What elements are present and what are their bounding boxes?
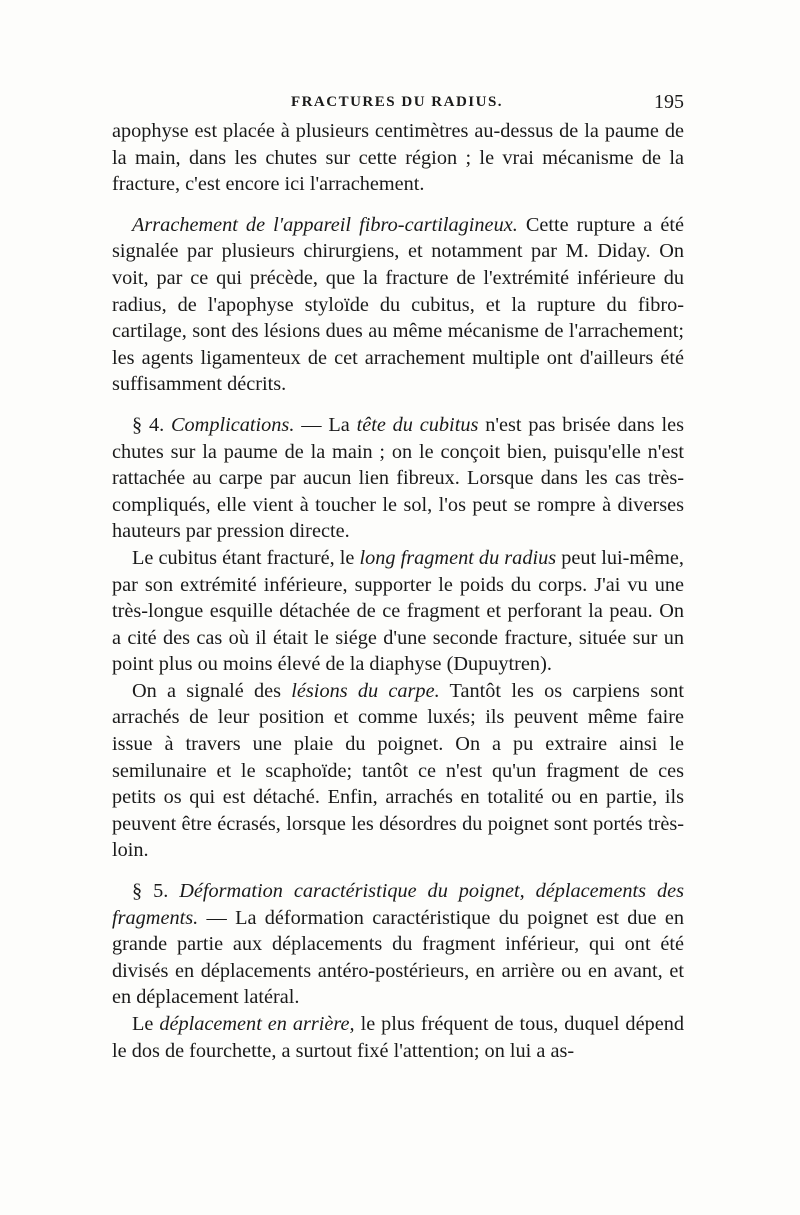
text-run: apophyse est placée à plusieurs centimètres au-dessus de la paume de la main, dans les chutes sur cette région ; le vrai mécanisme de la fracture, c'est encore ici l'arrachement. (112, 120, 684, 196)
running-title: FRACTURES DU RADIUS. (290, 94, 504, 110)
text-run: n'est pas brisée dans les chutes sur la paume de la main ; on le conçoit bien, puisqu'elle n'est rattachée au carpe par aucun lien fibreux. Lorsque dans les cas très-compliqués, elle vient à toucher le sol, l'os peut se rompre à diverses hauteurs par pression directe. (112, 413, 684, 543)
paragraph-long-fragment (112, 545, 684, 678)
text-run: — La (294, 413, 357, 436)
section-number: § 5. (132, 880, 180, 903)
paragraph-deformation (112, 878, 684, 1011)
text-run: On a signalé des (132, 679, 292, 702)
paragraph-carpe (112, 678, 684, 864)
page-number: 195 (654, 91, 684, 113)
text-run: Le cubitus étant fracturé, le (132, 546, 360, 569)
body-text (112, 118, 684, 1064)
running-head (112, 91, 684, 118)
emphasis: déplacement en arrière, (159, 1013, 355, 1035)
section-heading: Complications. (171, 413, 295, 436)
emphasis: tête du cubitus (356, 413, 479, 436)
paragraph-complications (112, 412, 684, 545)
text-run: le plus fréquent de tous, duquel dépend le dos de fourchette, a surtout fixé l'attention; on lui a as- (112, 1013, 684, 1062)
emphasis: lésions du carpe. (291, 679, 440, 702)
text-run: Tantôt les os carpiens sont arrachés de leur position et comme luxés; ils peuvent même faire issue à travers une plaie du poignet. On a pu extraire ainsi le semilunaire et le scaphoïde; tantôt ce n'est qu'un fragment de ces petits os qui est détaché. Enfin, arrachés en totalité ou en partie, ils peuvent être écrasés, lorsque les désordres du poignet sont portés très-loin. (112, 679, 684, 862)
text-run: Le (132, 1013, 160, 1035)
section-number: § 4. (132, 413, 172, 436)
paragraph-arrachement (112, 212, 684, 398)
text-run: — La déformation caractéristique du poignet est due en grande partie aux déplacements du fragment inférieur, qui ont été divisés en déplacements antéro-postérieurs, en arrière ou en avant, et en déplacement latéral. (112, 906, 684, 1009)
paragraph-deplacement-arriere (112, 1011, 684, 1064)
section-heading: Arrachement de l'appareil fibro-cartilagineux. (132, 213, 518, 236)
text-run: Cette rupture a été signalée par plusieurs chirurgiens, et notamment par M. Diday. On voit, par ce qui précède, que la fracture de l'extrémité inférieure du radius, de l'apophyse styloïde du cubitus, et la rupture du fibro-cartilage, sont des lésions dues au même mécanisme de l'arrachement; les agents ligamenteux de cet arrachement multiple ont d'ailleurs été suffisamment décrits. (112, 213, 684, 396)
text-run: peut lui-même, par son extrémité inférieure, supporter le poids du corps. J'ai vu une très-longue esquille détachée de ce fragment et perforant la peau. On a cité des cas où il était le siége d'une seconde fracture, située sur un point plus ou moins élevé de la diaphyse (Dupuytren). (112, 546, 684, 676)
section-heading: Déformation caractéristique du poignet, déplacements des fragments. (112, 880, 684, 929)
paragraph-continuation (112, 118, 684, 198)
emphasis: long fragment du radius (359, 546, 557, 569)
